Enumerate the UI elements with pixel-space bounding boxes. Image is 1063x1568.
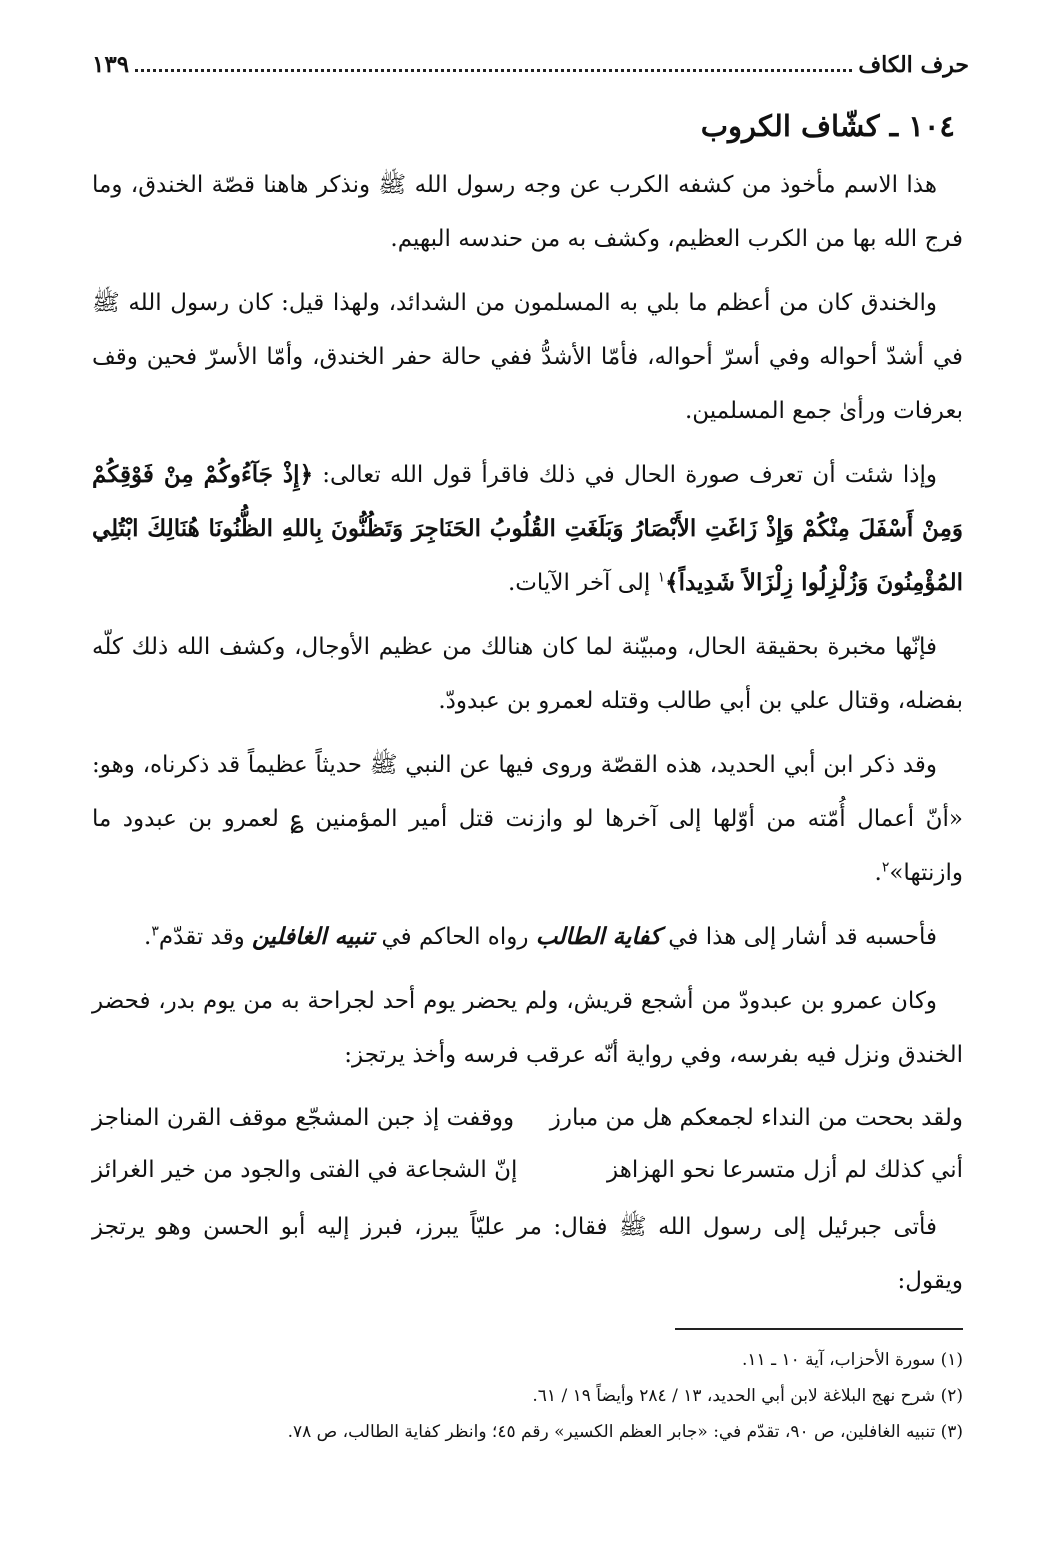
- paragraph-8: فأتى جبرئيل إلى رسول الله ﷺ فقال: مر عليّاً يبرز، فبرز إليه أبو الحسن وهو يرتجز ويقول:: [92, 1214, 963, 1294]
- body-text: [92, 158, 963, 1318]
- footnote-ref-1: ١: [657, 569, 666, 586]
- poem: [92, 1092, 963, 1196]
- paragraph-5-end: .: [874, 860, 882, 886]
- paragraph-3: [92, 448, 963, 610]
- footnote-ref-2: ٢: [881, 859, 890, 876]
- poem-hemistich-first: ولقد بححت من النداء لجمعكم هل من مبارز: [549, 1105, 963, 1131]
- paragraph-2: والخندق كان من أعظم ما بلي به المسلمون من الشدائد، ولهذا قيل: كان رسول الله ﷺ في أشدّ أحواله وفي أسرّ أحواله، فأمّا الأشدُّ ففي حالة حفر الخندق، وأمّا الأسرّ فحين وقف بعرفات ورأىٰ جمع المسلمين.: [92, 290, 963, 424]
- footnote-separator: [675, 1328, 963, 1330]
- page-number: ١٣٩: [92, 51, 130, 78]
- paragraph-6-a: فأحسبه قد أشار إلى هذا في: [668, 924, 937, 950]
- paragraph-6-c: وقد تقدّم: [158, 924, 245, 950]
- paragraph-3-end: إلى آخر الآيات.: [507, 570, 651, 596]
- chapter-title: حرف الكاف: [858, 52, 969, 78]
- footnote-2: (٢) شرح نهج البلاغة لابن أبي الحديد، ١٣ / ٢٨٤ وأيضاً ١٩ / ٦١.: [532, 1386, 963, 1406]
- paragraph-1: هذا الاسم مأخوذ من كشفه الكرب عن وجه رسول الله ﷺ ونذكر هاهنا قصّة الخندق، وما فرج الله بها من الكرب العظيم، وكشف به من حندسه البهيم.: [92, 172, 963, 252]
- footnote-3: (٣) تنبيه الغافلين، ص ٩٠، تقدّم في: «جابر العظم الكسير» رقم ٤٥؛ وانظر كفاية الطالب، ص ٧٨.: [287, 1422, 963, 1442]
- poem-hemistich-second: إنّ الشجاعة في الفتى والجود من خير الغرائز: [92, 1157, 518, 1183]
- footnote-1: (١) سورة الأحزاب، آية ١٠ ـ ١١.: [742, 1350, 963, 1370]
- book-title-tanbih: تنبيه الغافلين: [252, 923, 375, 950]
- paragraph-6-end: .: [144, 924, 152, 950]
- paragraph-5: [92, 738, 963, 900]
- poem-hemistich-second: ووقفت إذ جبن المشجّع موقف القرن المناجز: [92, 1105, 515, 1131]
- footnote-ref-3: ٣: [151, 923, 159, 940]
- paragraph-4: فإنّها مخبرة بحقيقة الحال، ومبيّنة لما كان هنالك من عظيم الأوجال، وكشف الله ذلك كلّه بفضله، وقتال علي بن أبي طالب وقتله لعمرو بن عبدودّ.: [92, 634, 963, 714]
- footnotes: [92, 1342, 963, 1450]
- running-header: [92, 42, 969, 78]
- header-leader-dots: [135, 69, 852, 72]
- paragraph-6: [92, 910, 963, 964]
- poem-hemistich-first: أني كذلك لم أزل متسرعا نحو الهزاهز: [607, 1157, 963, 1183]
- section-title: ١٠٤ ـ كشّاف الكروب: [700, 109, 955, 143]
- paragraph-7: وكان عمرو بن عبدودّ من أشجع قريش، ولم يحضر يوم أحد لجراحة به من يوم بدر، فحضر الخندق ونزل فيه بفرسه، وفي رواية أنّه عرقب فرسه وأخذ يرتجز:: [92, 988, 963, 1068]
- poem-line: [92, 1092, 963, 1144]
- poem-line: [92, 1144, 963, 1196]
- paragraph-6-b: رواه الحاكم في: [381, 924, 529, 950]
- quran-verse: ﴿إِذْ جَآءُوكُمْ مِنْ فَوْقِكُمْ وَمِنْ أَسْفَلَ مِنْكُمْ وَإِذْ زَاغَتِ الأَبْصَارُ وَبَلَغَتِ القُلُوبُ الحَنَاجِرَ وَتَظُنُّونَ بِاللهِ الظُّنُونَا هُنَالِكَ ابْتُلِي المُؤْمِنُونَ وَزُلْزِلُوا زِلْزَالاً شَدِيداً﴾: [92, 461, 963, 596]
- paragraph-3-intro: وإذا شئت أن تعرف صورة الحال في ذلك فاقرأ قول الله تعالى:: [322, 462, 937, 488]
- book-title-kifayat: كفاية الطالب: [535, 923, 661, 950]
- paragraph-5-text: وقد ذكر ابن أبي الحديد، هذه القصّة وروى فيها عن النبي ﷺ حديثاً عظيماً قد ذكرناه، وهو: «أنّ أعمال أُمّته من أوّلها إلى آخرها لو وازنت قتل أمير المؤمنين ؏ لعمرو بن عبدود ما وازنتها»: [92, 752, 963, 886]
